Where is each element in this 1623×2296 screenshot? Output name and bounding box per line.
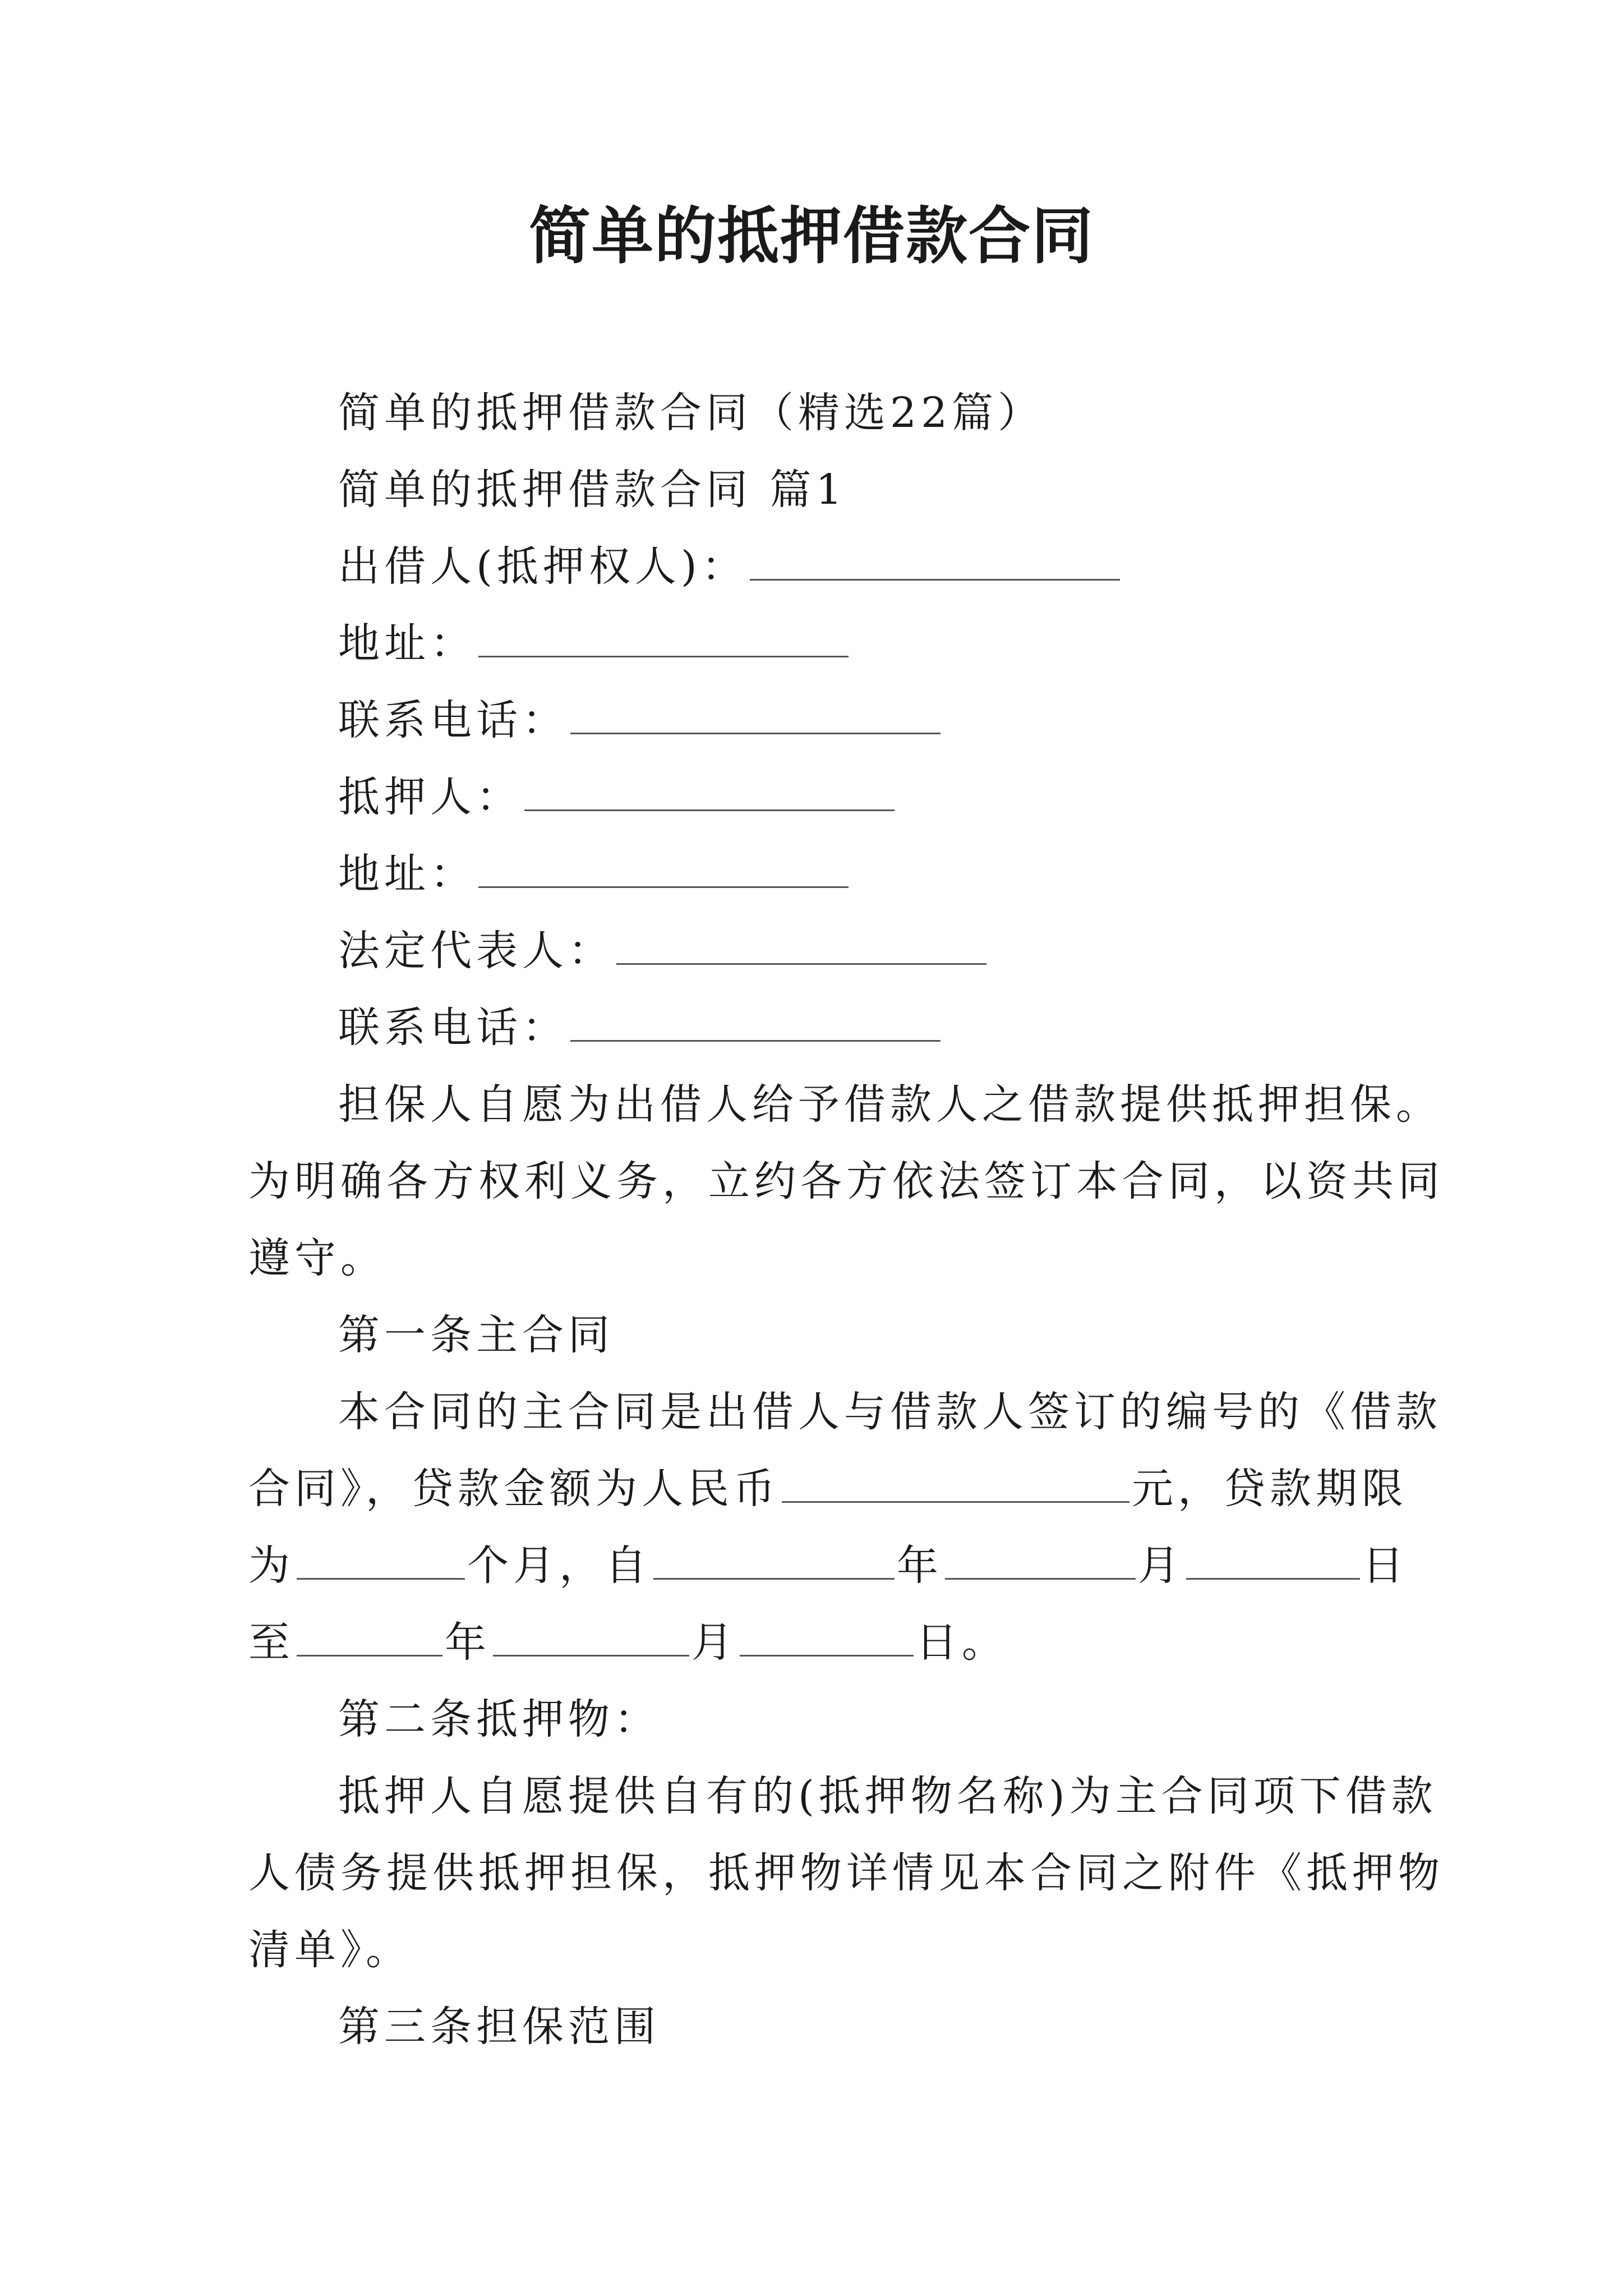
loan-amount-label: 合同》，贷款金额为人民币 <box>248 1465 780 1513</box>
mortgagor-field <box>248 759 1396 836</box>
address-field-2 <box>248 836 1396 913</box>
address-label-1: 地址： <box>338 619 476 668</box>
document-title: 简单的抵押借款合同 <box>529 200 1094 272</box>
article-1-heading: 第一条主合同 <box>338 1311 614 1359</box>
article-2-line-3: 清单》。 <box>248 1926 412 1974</box>
preamble-line-3: 遵守。 <box>248 1234 386 1282</box>
start-year-blank <box>653 1543 895 1580</box>
article-3-heading: 第三条担保范围 <box>338 2003 660 2051</box>
phone-label-2: 联系电话： <box>338 1004 568 1052</box>
end-day-label: 日。 <box>916 1618 1008 1667</box>
loan-amount-blank <box>782 1466 1129 1503</box>
end-month-label: 月 <box>691 1618 737 1667</box>
end-year-blank <box>297 1620 442 1657</box>
phone-blank-2 <box>570 1005 940 1042</box>
preamble-line-2: 为明确各方权利义务，立约各方依法签订本合同，以资共同 <box>248 1157 1444 1205</box>
legal-rep-label: 法定代表人： <box>338 927 614 975</box>
document-body <box>248 375 1444 2065</box>
lender-blank <box>750 544 1120 581</box>
legal-rep-blank <box>616 928 986 965</box>
legal-rep-field <box>248 913 1396 990</box>
term-prefix: 为 <box>248 1542 294 1590</box>
address-label-2: 地址： <box>338 850 476 898</box>
lender-label: 出借人(抵押权人)： <box>338 542 748 591</box>
start-year-label: 年 <box>897 1542 943 1590</box>
article-2-heading: 第二条抵押物： <box>338 1695 660 1743</box>
article-1-line-3 <box>248 1527 1408 1604</box>
months-blank <box>297 1543 465 1580</box>
address-field-1 <box>248 605 1396 682</box>
phone-field-2 <box>248 990 1396 1066</box>
mortgagor-blank <box>524 775 895 811</box>
start-month-label: 月 <box>1138 1542 1184 1590</box>
end-day-blank <box>740 1620 914 1657</box>
phone-label-1: 联系电话： <box>338 696 568 744</box>
article-1-line-2 <box>248 1451 1408 1527</box>
article-1-line-1: 本合同的主合同是出借人与借款人签订的编号的《借款 <box>338 1388 1442 1436</box>
end-year-label: 年 <box>445 1618 491 1667</box>
address-blank-1 <box>478 621 849 657</box>
start-day-blank <box>1186 1543 1360 1580</box>
article-2-line-1: 抵押人自愿提供自有的(抵押物名称)为主合同项下借款 <box>338 1772 1437 1820</box>
article-1-line-4 <box>248 1604 1396 1681</box>
mortgagor-label: 抵押人： <box>338 773 522 821</box>
lender-field <box>248 528 1396 605</box>
phone-blank-1 <box>570 698 940 734</box>
start-day-label: 日 <box>1362 1542 1408 1590</box>
preamble-line-1: 担保人自愿为出借人给予借款人之借款提供抵押担保。 <box>338 1080 1442 1129</box>
end-month-blank <box>493 1620 689 1657</box>
end-prefix: 至 <box>248 1618 294 1667</box>
subtitle: 简单的抵押借款合同（精选22篇） <box>338 389 1044 437</box>
address-blank-2 <box>478 852 849 888</box>
article-2-line-2: 人债务提供抵押担保，抵押物详情见本合同之附件《抵押物 <box>248 1849 1444 1897</box>
months-label: 个月，自 <box>467 1542 651 1590</box>
phone-field-1 <box>248 682 1396 759</box>
section-heading: 简单的抵押借款合同 篇1 <box>338 466 847 514</box>
start-month-blank <box>945 1543 1136 1580</box>
loan-term-label: 元，贷款期限 <box>1132 1465 1408 1513</box>
